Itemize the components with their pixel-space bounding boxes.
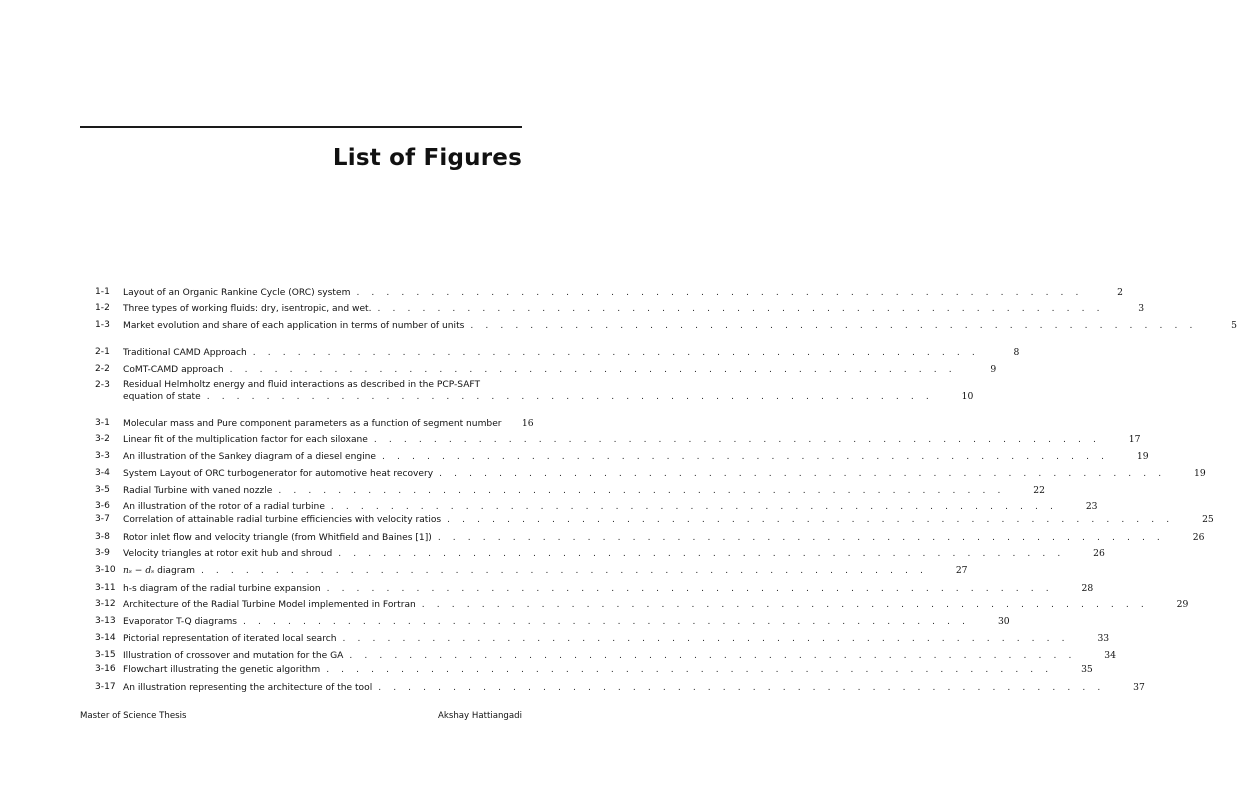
figure-title: An illustration representing the architecture of the tool <box>123 683 373 693</box>
page-number: 3 <box>1138 303 1145 314</box>
figure-number: 3-12 <box>95 599 116 609</box>
figure-title: Flowchart illustrating the genetic algorithm <box>123 665 321 675</box>
figure-number: 3-10 <box>95 565 116 575</box>
figure-number: 3-2 <box>95 434 110 444</box>
page-number: 26 <box>1093 548 1105 559</box>
figure-title: An illustration of the Sankey diagram of a diesel engine <box>123 452 377 462</box>
leader-dots: . . . . . . . . . . . . . . . . . . . . . . . . . . . . . . . . . . . . . . . . . . . . . . . . . <box>421 600 1149 610</box>
figure-number: 3-5 <box>95 485 110 495</box>
leader-dots: . . . . . . . . . . . . . . . . . . . . . . . . . . . . . . . . . . . . . . . . . . . . . . . . . <box>229 365 957 375</box>
page-number: 22 <box>1033 485 1045 496</box>
figure-number: 1-3 <box>95 320 110 330</box>
leader-dots: . . . . . . . . . . . . . . . . . . . . . . . . . . . . . . . . . . . . . . . . . . . . . . . . . <box>437 533 1165 543</box>
figure-title: An illustration of the rotor of a radial turbine <box>123 502 325 512</box>
page-number: 37 <box>1133 682 1145 693</box>
figure-title: Traditional CAMD Approach <box>123 348 247 358</box>
footer-author: Akshay Hattiangadi <box>438 711 522 721</box>
figure-number: 3-6 <box>95 501 110 511</box>
leader-dots: . . . . . . . . . . . . . . . . . . . . . . . . . . . . . . . . . . . . . . . . . . . . . . . . . <box>349 651 1076 661</box>
figure-title: Market evolution and share of each application in terms of number of units <box>123 321 465 331</box>
leader-dots: . . . . . . . . . . . . . . . . . . . . . . . . . . . . . . . . . . . . . . . . . . . . . . . . . <box>206 392 934 402</box>
page-number: 19 <box>1194 468 1206 479</box>
page-number: 30 <box>997 616 1010 627</box>
figure-title-continued: equation of state <box>123 392 201 402</box>
page-number: 35 <box>1081 664 1093 675</box>
leader-dots: . . . . . . . . . . . . . . . . . . . . . . . . . . . . . . . . . . . . . . . . . . . . . . . . . <box>373 435 1101 445</box>
figure-number: 3-11 <box>95 583 116 593</box>
figure-number: 3-14 <box>95 633 116 643</box>
figure-title: Residual Helmholtz energy and fluid interactions as described in the PCP-SAFT <box>123 380 481 390</box>
figure-number: 3-8 <box>95 532 110 542</box>
figure-number: 3-3 <box>95 451 110 461</box>
page-number: 19 <box>1136 451 1149 462</box>
page-number: 10 <box>961 391 974 402</box>
page-number: 25 <box>1202 514 1214 525</box>
figure-title: Architecture of the Radial Turbine Model implemented in Fortran <box>123 600 416 610</box>
figure-number: 1-1 <box>95 287 110 297</box>
figure-number: 3-9 <box>95 548 110 558</box>
figure-number: 3-17 <box>95 682 116 692</box>
leader-dots: . . . . . . . . . . . . . . . . . . . . . . . . . . . . . . . . . . . . . . . . . . . . . . . . . <box>470 321 1197 331</box>
figure-title: Evaporator T-Q diagrams <box>123 617 238 627</box>
figure-title: Linear fit of the multiplication factor for each siloxane <box>123 435 368 445</box>
page-number: 27 <box>955 565 968 576</box>
leader-dots: . . . . . . . . . . . . . . . . . . . . . . . . . . . . . . . . . . . . . . . . . . . . . . . . . <box>338 549 1065 559</box>
page-number: 29 <box>1176 599 1189 610</box>
figure-title: Illustration of crossover and mutation for the GA <box>123 651 344 661</box>
page-number: 17 <box>1128 434 1141 445</box>
footer-thesis-label: Master of Science Thesis <box>80 711 187 721</box>
leader-dots: . . . . . . . . . . . . . . . . . . . . . . . . . . . . . . . . . . . . . . . . . . . . . . . . . <box>382 452 1109 462</box>
figure-title: System Layout of ORC turbogenerator for automotive heat recovery <box>123 469 434 479</box>
figure-number: 3-15 <box>95 650 116 660</box>
page-number: 5 <box>1231 320 1237 331</box>
figure-number: 2-1 <box>95 347 110 357</box>
page-number: 9 <box>990 364 997 375</box>
figure-title: Molecular mass and Pure component parameters as a function of segment number <box>123 419 502 429</box>
leader-dots: . . . . . . . . . . . . . . . . . . . . . . . . . . . . . . . . . . . . . . . . . . . . . . . . . <box>200 566 928 576</box>
figure-title: Radial Turbine with vaned nozzle <box>123 486 273 496</box>
header-rule <box>80 126 522 128</box>
leader-dots: . . . . . . . . . . . . . . . . . . . . . . . . . . . . . . . . . . . . . . . . . . . . . . . . . <box>330 502 1058 512</box>
page-number: 16 <box>521 418 534 429</box>
figure-number: 3-4 <box>95 468 110 478</box>
figure-title: Three types of working fluids: dry, isentropic, and wet. <box>123 304 372 314</box>
figure-title: Layout of an Organic Rankine Cycle (ORC) system <box>123 288 351 298</box>
figure-title: Pictorial representation of iterated local search <box>123 634 337 644</box>
page-number: 23 <box>1085 501 1098 512</box>
leader-dots: . . . . . . . . . . . . . . . . . . . . . . . . . . . . . . . . . . . . . . . . . . . . . . . . . <box>326 584 1054 594</box>
leader-dots: . . . . . . . . . . . . . . . . . . . . . . . . . . . . . . . . . . . . . . . . . . . . . . . . . <box>439 469 1166 479</box>
leader-dots: . . . . . . . . . . . . . . . . . . . . . . . . . . . . . . . . . . . . . . . . . . . . . . . . . <box>378 683 1105 693</box>
figure-title: Velocity triangles at rotor exit hub and shroud <box>123 549 333 559</box>
page-title: List of Figures <box>332 145 522 171</box>
figure-title: Correlation of attainable radial turbine efficiencies with velocity ratios <box>123 515 442 525</box>
leader-dots: . . . . . . . . . . . . . . . . . . . . . . . . . . . . . . . . . . . . . . . . . . . . . . . . . <box>447 515 1174 525</box>
figure-title: nₛ − dₛ diagram <box>123 566 195 576</box>
page-number: 26 <box>1192 532 1205 543</box>
figure-title: Rotor inlet flow and velocity triangle (from Whitfield and Baines [1]) <box>123 533 432 543</box>
leader-dots: . . . . . . . . . . . . . . . . . . . . . . . . . . . . . . . . . . . . . . . . . . . . . . . . . <box>326 665 1053 675</box>
figure-number: 3-16 <box>95 664 116 674</box>
figure-title: CoMT-CAMD approach <box>123 365 224 375</box>
leader-dots: . . . . . . . . . . . . . . . . . . . . . . . . . . . . . . . . . . . . . . . . . . . . . . . . . <box>377 304 1105 314</box>
figure-number: 3-7 <box>95 514 110 524</box>
leader-dots: . . . . . . . . . . . . . . . . . . . . . . . . . . . . . . . . . . . . . . . . . . . . . . . . . <box>342 634 1070 644</box>
leader-dots: . . . . . . . . . . . . . . . . . . . . . . . . . . . . . . . . . . . . . . . . . . . . . . . . . <box>278 486 1005 496</box>
page-number: 33 <box>1097 633 1110 644</box>
leader-dots: . . . . . . . . . . . . . . . . . . . . . . . . . . . . . . . . . . . . . . . . . . . . . . . . . <box>252 348 980 358</box>
page-number: 2 <box>1117 287 1124 298</box>
figure-number: 1-2 <box>95 303 110 313</box>
math-expression: nₛ − dₛ <box>123 566 155 576</box>
figure-title: h-s diagram of the radial turbine expansion <box>123 584 321 594</box>
leader-dots: . . . . . . . . . . . . . . . . . . . . . . . . . . . . . . . . . . . . . . . . . . . . . . . . . <box>356 288 1084 298</box>
figure-number: 2-3 <box>95 380 110 390</box>
figure-number: 3-13 <box>95 616 116 626</box>
page-number: 28 <box>1081 583 1094 594</box>
page-number: 8 <box>1013 347 1020 358</box>
page-number: 34 <box>1104 650 1116 661</box>
figure-number: 3-1 <box>95 418 110 428</box>
figure-number: 2-2 <box>95 364 110 374</box>
leader-dots: . . . . . . . . . . . . . . . . . . . . . . . . . . . . . . . . . . . . . . . . . . . . . . . . . <box>243 617 970 627</box>
